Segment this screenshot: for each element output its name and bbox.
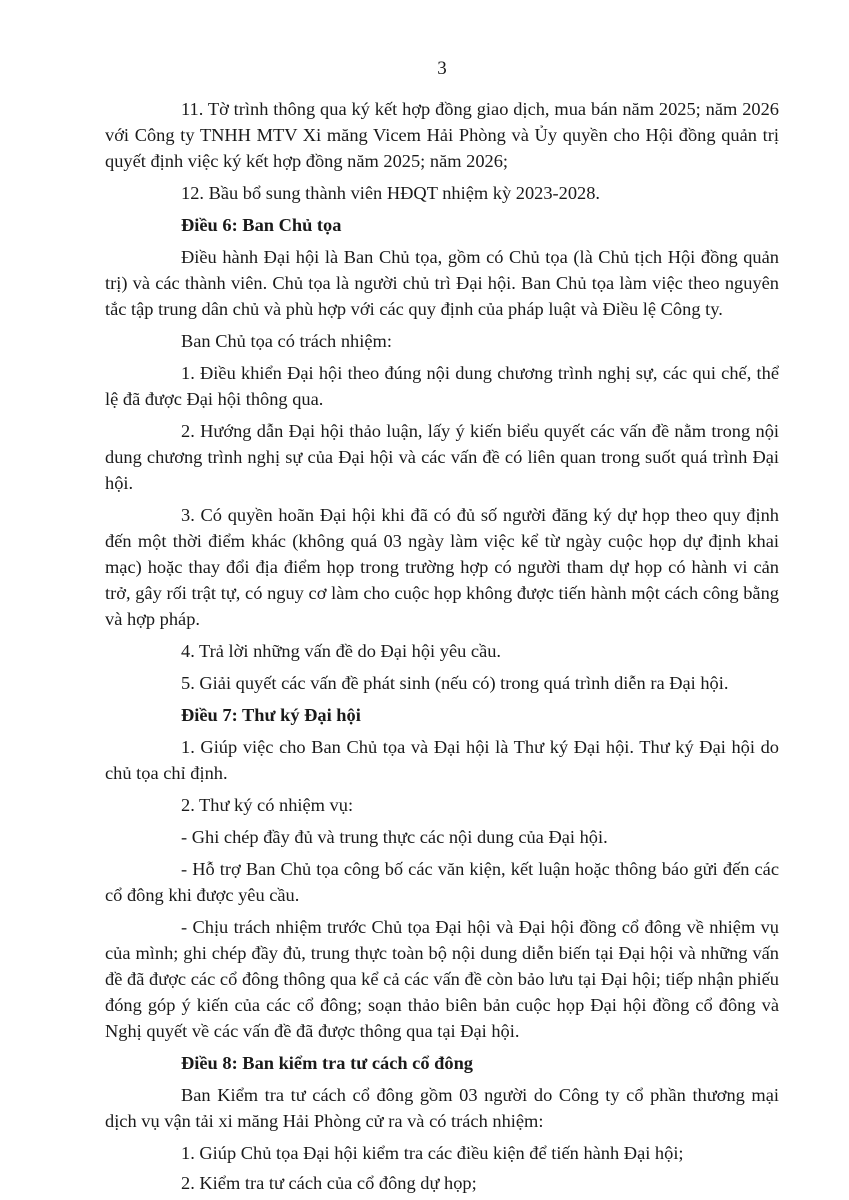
paragraph: - Ghi chép đầy đủ và trung thực các nội dung của Đại hội. — [181, 827, 608, 847]
paragraph: 1. Giúp việc cho Ban Chủ tọa và Đại hội là Thư ký Đại hội. Thư ký Đại hội do chủ tọa chỉ định. — [105, 737, 779, 783]
paragraph: Điều hành Đại hội là Ban Chủ tọa, gồm có Chủ tọa (là Chủ tịch Hội đồng quản trị) và các thành viên. Chủ tọa là người chủ trì Đại hội. Ban Chủ tọa làm việc theo nguyên tắc tập trung dân chủ và phù hợp với các quy định của pháp luật và Điều lệ Công ty. — [105, 247, 779, 319]
section-heading: Điều 7: Thư ký Đại hội — [181, 705, 361, 725]
paragraph: 12. Bầu bổ sung thành viên HĐQT nhiệm kỳ 2023-2028. — [181, 183, 601, 203]
paragraph: 2. Thư ký có nhiệm vụ: — [181, 795, 354, 815]
paragraph: 11. Tờ trình thông qua ký kết hợp đồng giao dịch, mua bán năm 2025; năm 2026 với Công ty TNHH MTV Xi măng Vicem Hải Phòng và Ủy quyền cho Hội đồng quản trị quyết định việc ký kết hợp đồng năm 2025; năm 2026; — [105, 99, 779, 171]
page-number: 3 — [437, 58, 447, 79]
paragraph: 2. Hướng dẫn Đại hội thảo luận, lấy ý kiến biểu quyết các vấn đề nằm trong nội dung chương trình nghị sự của Đại hội và các vấn đề có liên quan trong suốt quá trình Đại hội. — [105, 421, 779, 493]
paragraph: - Hỗ trợ Ban Chủ tọa công bố các văn kiện, kết luận hoặc thông báo gửi đến các cổ đông khi được yêu cầu. — [105, 859, 779, 905]
section-heading: Điều 6: Ban Chủ tọa — [181, 215, 342, 235]
paragraph: 1. Điều khiển Đại hội theo đúng nội dung chương trình nghị sự, các qui chế, thể lệ đã được Đại hội thông qua. — [105, 363, 779, 409]
paragraph: - Chịu trách nhiệm trước Chủ tọa Đại hội và Đại hội đồng cổ đông về nhiệm vụ của mình; ghi chép đầy đủ, trung thực toàn bộ nội dung diễn biến tại Đại hội và những vấn đề đã được các cổ đông thông qua kể cả các vấn đề còn bảo lưu tại Đại hội; tiếp nhận phiếu đóng góp ý kiến của các cổ đông; soạn thảo biên bản cuộc họp Đại hội đồng cổ đông và Nghị quyết về các vấn đề đã được thông qua tại Đại hội. — [105, 917, 779, 1041]
paragraph: 4. Trả lời những vấn đề do Đại hội yêu cầu. — [181, 641, 502, 661]
paragraph: 5. Giải quyết các vấn đề phát sinh (nếu có) trong quá trình diễn ra Đại hội. — [181, 673, 729, 693]
section-heading: Điều 8: Ban kiểm tra tư cách cổ đông — [181, 1053, 473, 1073]
paragraph: Ban Kiểm tra tư cách cổ đông gồm 03 người do Công ty cổ phần thương mại dịch vụ vận tải xi măng Hải Phòng cử ra và có trách nhiệm: — [105, 1085, 779, 1131]
paragraph: 2. Kiểm tra tư cách của cổ đông dự họp; — [181, 1173, 477, 1193]
paragraph: 1. Giúp Chủ tọa Đại hội kiểm tra các điều kiện để tiến hành Đại hội; — [181, 1143, 684, 1163]
paragraph: Ban Chủ tọa có trách nhiệm: — [181, 331, 392, 351]
paragraph: 3. Có quyền hoãn Đại hội khi đã có đủ số người đăng ký dự họp theo quy định đến một thời điểm khác (không quá 03 ngày làm việc kể từ ngày cuộc họp dự định khai mạc) hoặc thay đổi địa điểm họp trong trường hợp có người tham dự họp có hành vi cản trở, gây rối trật tự, có nguy cơ làm cho cuộc họp không được tiến hành một cách công bằng và hợp pháp. — [105, 505, 779, 629]
